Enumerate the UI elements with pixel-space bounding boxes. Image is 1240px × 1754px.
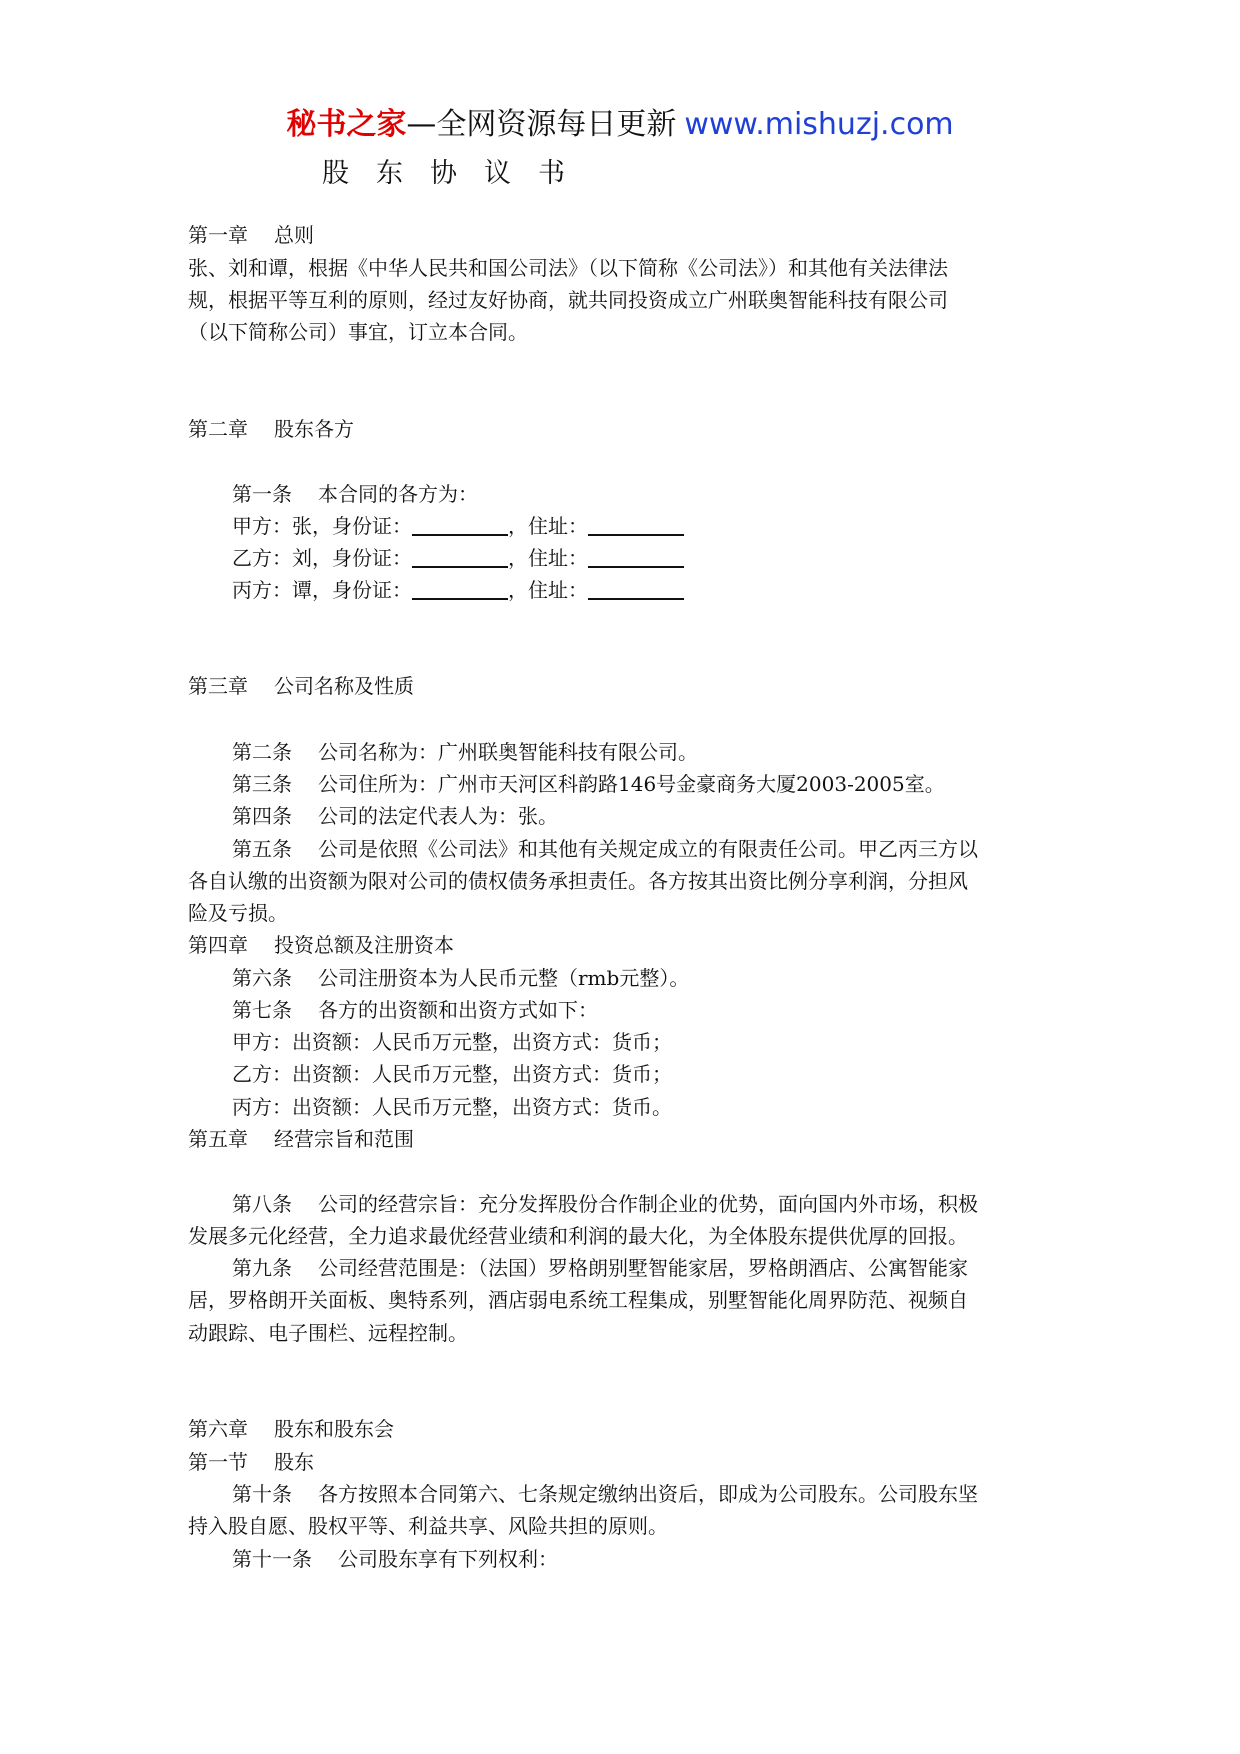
paragraph-line: 持入股自愿、股权平等、利益共享、风险共担的原则。 xyxy=(188,1514,668,1538)
party-a-line: 甲方：张，身份证： ，住址： xyxy=(232,510,1058,542)
article-6: 第六条 公司注册资本为人民币元整（rmb元整）。 xyxy=(232,966,690,990)
party-b-line: 乙方：刘，身份证： ，住址： xyxy=(232,542,1058,574)
id-number-blank[interactable] xyxy=(412,544,508,568)
article-9: 第九条 公司经营范围是：（法国）罗格朗别墅智能家居，罗格朗酒店、公寓智能家 xyxy=(232,1256,968,1280)
chapter-6-heading: 第六章 股东和股东会 xyxy=(188,1417,394,1441)
address-blank[interactable] xyxy=(588,576,684,600)
paragraph-line: 张、刘和谭，根据《中华人民共和国公司法》（以下简称《公司法》）和其他有关法律法 xyxy=(188,256,948,280)
article-5: 第五条 公司是依照《公司法》和其他有关规定成立的有限责任公司。甲乙丙三方以 xyxy=(232,837,978,861)
site-banner xyxy=(0,100,1240,150)
paragraph-line: 各自认缴的出资额为限对公司的债权债务承担责任。各方按其出资比例分享利润，分担风 xyxy=(188,869,968,893)
party-c-line: 丙方：谭，身份证： ，住址： xyxy=(232,574,1058,606)
article-7: 第七条 各方的出资额和出资方式如下： xyxy=(232,998,598,1022)
chapter-1-heading: 第一章 总则 xyxy=(188,223,314,247)
article-11: 第十一条 公司股东享有下列权利： xyxy=(232,1547,558,1571)
contribution-a: 甲方：出资额：人民币万元整，出资方式：货币； xyxy=(232,1030,672,1054)
banner-url[interactable]: www.mishuzj.com xyxy=(684,107,954,142)
chapter-3-heading: 第三章 公司名称及性质 xyxy=(188,674,414,698)
id-number-blank[interactable] xyxy=(412,512,508,536)
paragraph-line: 发展多元化经营，全力追求最优经营业绩和利润的最大化，为全体股东提供优厚的回报。 xyxy=(188,1224,968,1248)
paragraph-line: （以下简称公司）事宜，订立本合同。 xyxy=(188,320,528,344)
article-2: 第二条 公司名称为：广州联奥智能科技有限公司。 xyxy=(232,740,698,764)
paragraph-line: 规，根据平等互利的原则，经过友好协商，就共同投资成立广州联奥智能科技有限公司 xyxy=(188,288,948,312)
contribution-c: 丙方：出资额：人民币万元整，出资方式：货币。 xyxy=(232,1095,672,1119)
address-blank[interactable] xyxy=(588,544,684,568)
section-1-heading: 第一节 股东 xyxy=(188,1450,314,1474)
chapter-2-heading: 第二章 股东各方 xyxy=(188,417,354,441)
chapter-4-heading: 第四章 投资总额及注册资本 xyxy=(188,933,454,957)
article-10: 第十条 各方按照本合同第六、七条规定缴纳出资后，即成为公司股东。公司股东坚 xyxy=(232,1482,978,1506)
address-blank[interactable] xyxy=(588,512,684,536)
article-8: 第八条 公司的经营宗旨：充分发挥股份合作制企业的优势，面向国内外市场，积极 xyxy=(232,1192,978,1216)
banner-tagline: —全网资源每日更新 xyxy=(406,107,677,142)
article-1: 第一条 本合同的各方为： xyxy=(232,482,478,506)
contribution-b: 乙方：出资额：人民币万元整，出资方式：货币； xyxy=(232,1062,672,1086)
banner-brand: 秘书之家 xyxy=(286,107,407,142)
paragraph-line: 居，罗格朗开关面板、奥特系列，酒店弱电系统工程集成，别墅智能化周界防范、视频自 xyxy=(188,1288,968,1312)
article-4: 第四条 公司的法定代表人为：张。 xyxy=(232,804,558,828)
chapter-5-heading: 第五章 经营宗旨和范围 xyxy=(188,1127,414,1151)
document-title: 股东协议书 xyxy=(322,158,592,189)
id-number-blank[interactable] xyxy=(412,576,508,600)
article-3: 第三条 公司住所为：广州市天河区科韵路146号金豪商务大厦2003-2005室。 xyxy=(232,772,945,796)
paragraph-line: 动跟踪、电子围栏、远程控制。 xyxy=(188,1321,468,1345)
paragraph-line: 险及亏损。 xyxy=(188,901,288,925)
